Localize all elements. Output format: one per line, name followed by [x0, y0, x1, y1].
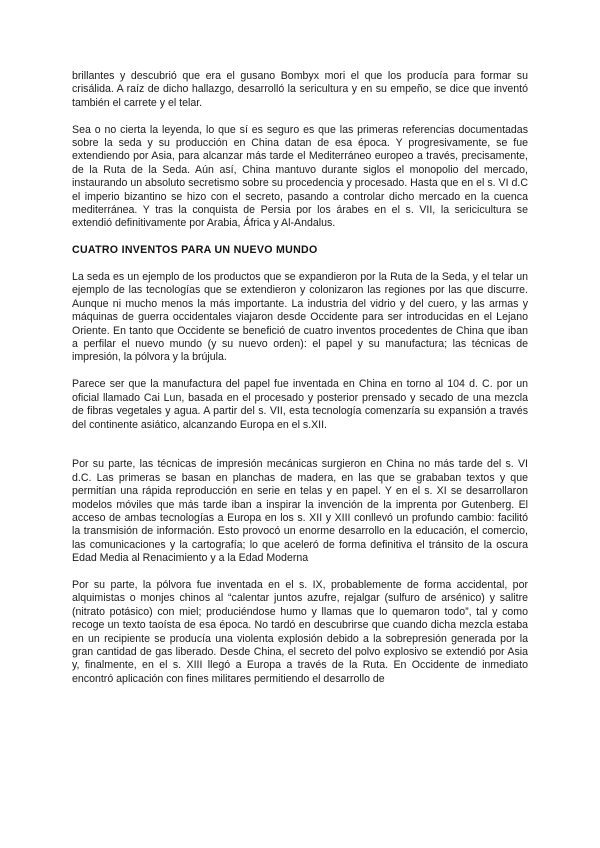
paragraph-gunpowder: Por su parte, la pólvora fue inventada en el s. IX, probablemente de forma accidental, por alquimistas o monjes chinos al “calentar juntos azufre, rejalgar (sulfuro de arsénico) y salitre (nitrato potásico) con miel; produciéndose humo y llamas que lo quemaron todo”, tal y como recoge un texto taoísta de esa época. No tardó en descubrirse que cuando dicha mezcla estaba en un recipiente se producía una violenta explosión debido a la sobrepresión generada por la gran cantidad de gas liberado. Desde China, el secreto del polvo explosivo se extendió por Asia y, finalmente, en el s. XIII llegó a Europa a través de la Ruta. En Occidente de inmediato encontró aplicación con fines militares permitiendo el desarrollo de [72, 578, 528, 685]
section-heading: CUATRO INVENTOS PARA UN NUEVO MUNDO [72, 244, 318, 257]
paragraph-paper: Parece ser que la manufactura del papel fue inventada en China en torno al 104 d. C. por un oficial llamado Cai Lun, basada en el procesado y posterior prensado y secado de una mezcla de fibras vegetales y agua. A partir del s. VII, esta tecnología comenzaría su expansión a través del continente asiático, alcanzando Europa en el s.XII. [72, 378, 528, 431]
paragraph-printing: Por su parte, las técnicas de impresión mecánicas surgieron en China no más tarde del s. VI d.C. Las primeras se basan en planchas de madera, en las que se grababan textos y que permitían una rápida reproducción en serie en telas y en papel. Y en el s. XI se desarrollaron modelos móviles que más tarde iban a inspirar la invención de la imprenta por Gutenberg. El acceso de ambas tecnologías a Europa en los s. XII y XIII conllevó un profundo cambio: facilitó la transmisión de información. Esto provocó un enorme desarrollo en la educación, el comercio, las comunicaciones y la cartografía; lo que aceleró de forma definitiva el tránsito de la oscura Edad Media al Renacimiento y a la Edad Moderna [72, 458, 528, 565]
paragraph-silkworm: brillantes y descubrió que era el gusano Bombyx mori el que los producía para formar su crisálida. A raíz de dicho hallazgo, desarrolló la sericultura y en su empeño, se dice que inventó también el carrete y el telar. [72, 70, 528, 109]
paragraph-silk-history: Sea o no cierta la leyenda, lo que sí es seguro es que las primeras referencias documentadas sobre la seda y su producción en China datan de esa época. Y progresivamente, se fue extendiendo por Asia, para alcanzar más tarde el Mediterráneo europeo a través, precisamente, de la Ruta de la Seda. Aún así, China mantuvo durante siglos el monopolio del mercado, instaurando un absoluto secretismo sobre su procedencia y procesado. Hasta que en el s. VI d.C el imperio bizantino se hizo con el secreto, pasando a controlar dicho mercado en la cuenca mediterránea. Y tras la conquista de Persia por los árabes en el s. VII, la sericicultura se extendió definitivamente por Arabia, África y Al-Andalus. [72, 123, 528, 230]
paragraph-silk-road-inventions: La seda es un ejemplo de los productos que se expandieron por la Ruta de la Seda, y el telar un ejemplo de las tecnologías que se extendieron y colonizaron las regiones por las que discurre. Aunque ni mucho menos la más importante. La industria del vidrio y del cuero, y las armas y máquinas de guerra occidentales viajaron desde Occidente para ser introducidas en el Lejano Oriente. En tanto que Occidente se benefició de cuatro inventos procedentes de China que iban a perfilar el nuevo mundo (y su nuevo orden): el papel y su manufactura; las técnicas de impresión, la pólvora y la brújula. [72, 271, 528, 364]
spacer [72, 445, 528, 458]
document-body [72, 70, 528, 700]
